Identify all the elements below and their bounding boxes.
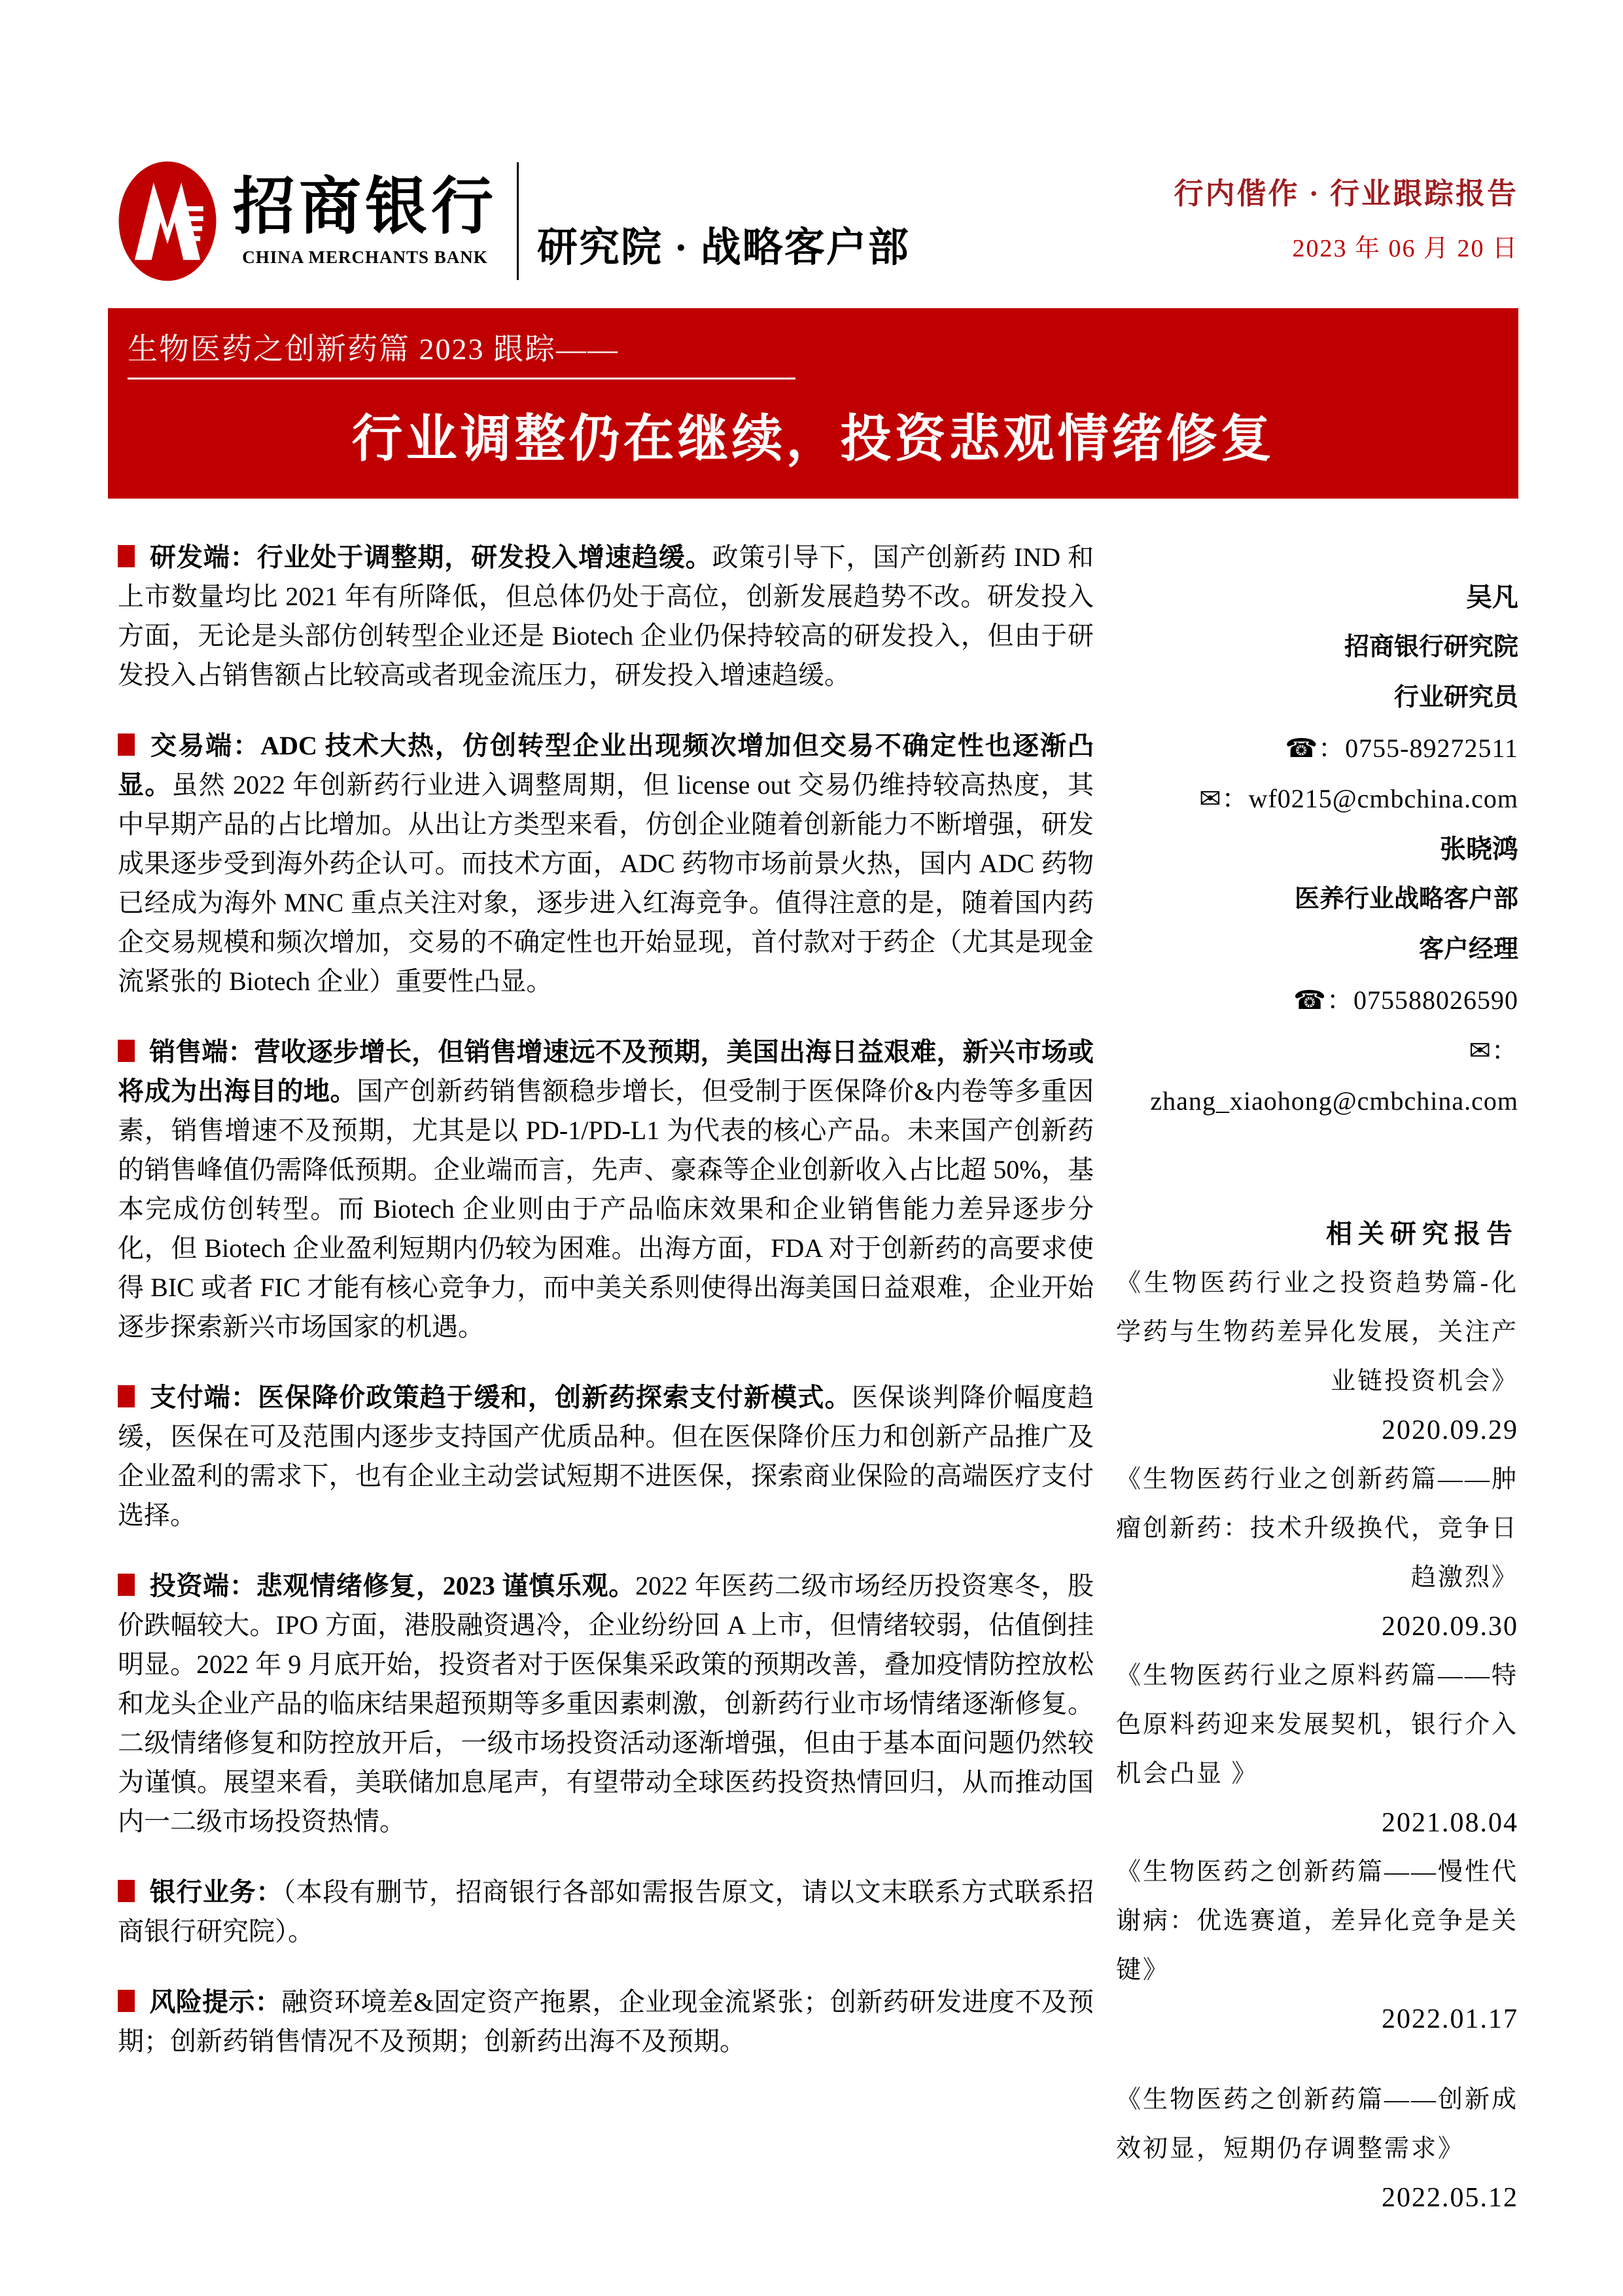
report-item-title: 《生物医药行业之原料药篇——特色原料药迎来发展契机，银行介入机会凸显 》 xyxy=(1116,1662,1519,1788)
paragraph-body: 国产创新药销售额稳步增长，但受制于医保降价&内卷等多重因素，销售增速不及预期，尤其是以 PD-1/PD-L1 为代表的核心产品。未来国产创新药的销售峰值仍需降低预期。企业端而言，先声、豪森等企业创新收入占比超 50%，基本完成仿创转型。而 Biotech 企业则由于产品临床效果和企业销售能力差异逐步分化，但 Biotech 企业盈利短期内仍较为困难。出海方面，FDA 对于创新药的高要求使得 BIC 或者 FIC 才能有核心竞争力，而中美关系则使得出海美国日益艰难，企业开始逐步探索新兴市场国家的机遇。 xyxy=(118,1076,1094,1341)
bank-name-en: CHINA MERCHANTS BANK xyxy=(242,247,488,268)
red-square-bullet xyxy=(118,1385,135,1407)
author-email: wf0215@cmbchina.com xyxy=(1248,784,1518,813)
paragraph-head: 风险提示： xyxy=(149,1987,282,2017)
email-icon: ✉： xyxy=(1469,1036,1518,1065)
paragraph-head: 交易端：ADC 技术大热，仿创转型企业出现频次增加但交易不确定性也逐渐凸显。 xyxy=(118,731,1094,800)
paragraph-body: 医保谈判降价幅度趋缓，医保在可及范围内逐步支持国产优质品种。但在医保降价压力和创新产品推广及企业盈利的需求下，也有企业主动尝试短期不进医保，探索商业保险的高端医疗支付选择。 xyxy=(118,1383,1094,1530)
report-item-date: 2022.01.17 xyxy=(1382,2004,1518,2034)
report-item-date: 2020.09.30 xyxy=(1382,1612,1518,1642)
author-email: zhang_xiaohong@cmbchina.com xyxy=(1150,1086,1518,1116)
email-icon: ✉： xyxy=(1199,784,1249,813)
paragraph-head: 销售端：营收逐步增长，但销售增速远不及预期，美国出海日益艰难，新兴市场或将成为出海目的地。 xyxy=(118,1037,1094,1106)
author-block-2 xyxy=(1116,824,1518,1126)
cmb-logotype xyxy=(233,171,498,268)
phone-icon: ☎： xyxy=(1285,733,1346,763)
author-phone-line xyxy=(1116,723,1518,773)
brand-area xyxy=(118,160,910,282)
report-item-title: 《生物医药行业之投资趋势篇-化学药与生物药差异化发展，关注产业链投资机会》 xyxy=(1116,1269,1519,1395)
paragraph-risks xyxy=(118,1983,1094,2061)
sidebar-column xyxy=(1094,572,1518,2223)
series-subtitle: 生物医药之创新药篇 2023 跟踪—— xyxy=(128,325,795,380)
paragraph-body: 融资环境差&固定资产拖累，企业现金流紧张；创新药研发进度不及预期；创新药销售情况不及预期；创新药出海不及预期。 xyxy=(118,1987,1094,2056)
author-org: 医养行业战略客户部 xyxy=(1294,885,1518,913)
report-item-title: 《生物医药之创新药篇——慢性代谢病：优选赛道，差异化竞争是关键》 xyxy=(1116,1858,1519,1984)
author-phone-line xyxy=(1116,975,1518,1025)
report-title: 行业调整仍在继续，投资悲观情绪修复 xyxy=(351,410,1275,467)
phone-icon: ☎： xyxy=(1293,985,1353,1015)
author-phone: 0755-89272511 xyxy=(1345,733,1518,763)
main-column xyxy=(118,538,1094,2223)
report-item-date: 2021.08.04 xyxy=(1382,1808,1518,1838)
author-name: 吴凡 xyxy=(1466,582,1518,612)
department-title: 研究院 · 战略客户部 xyxy=(537,226,910,270)
paragraph-head: 支付端：医保降价政策趋于缓和，创新药探索支付新模式。 xyxy=(149,1383,852,1412)
paragraph-body: 虽然 2022 年创新药行业进入调整周期，但 license out 交易仍维持较高热度，其中早期产品的占比增加。从出让方类型来看，仿创企业随着创新能力不断增强，研发成果逐步受到海外药企认可。而技术方面，ADC 药物市场前景火热，国内 ADC 药物已经成为海外 MNC 重点关注对象，逐步进入红海竞争。值得注意的是，随着国内药企交易规模和频次增加，交易的不确定性也开始显现，首付款对于药企（尤其是现金流紧张的 Biotech 企业）重要性凸显。 xyxy=(118,770,1094,996)
paragraph-body: 2022 年医药二级市场经历投资寒冬，股价跌幅较大。IPO 方面，港股融资遇冷，企业纷纷回 A 上市，但情绪较弱，估值倒挂明显。2022 年 9 月底开始，投资者对于医保集采政策的预期改善，叠加疫情防控放松和龙头企业产品的临床结果超预期等多重因素刺激，创新药行业市场情绪逐渐修复。二级情绪修复和防控放开后，一级市场投资活动逐渐增强，但由于基本面问题仍然较为谨慎。展望来看，美联储加息尾声，有望带动全球医药投资热情回归，从而推动国内一二级市场投资热情。 xyxy=(118,1571,1094,1836)
report-header xyxy=(118,160,1518,282)
author-role: 行业研究员 xyxy=(1393,684,1518,711)
paragraph-body: （本段有删节，招商银行各部如需报告原文，请以文末联系方式联系招商银行研究院）。 xyxy=(118,1877,1094,1946)
paragraph-head: 投资端：悲观情绪修复，2023 谨慎乐观。 xyxy=(149,1571,636,1600)
related-report-5 xyxy=(1116,2075,1518,2223)
publish-date: 2023 年 06 月 20 日 xyxy=(1292,235,1518,262)
related-report-3 xyxy=(1116,1651,1518,1848)
red-square-bullet xyxy=(118,1040,135,1062)
author-org: 招商银行研究院 xyxy=(1344,633,1518,661)
report-item-date: 2020.09.29 xyxy=(1382,1415,1518,1445)
related-reports-heading: 相关研究报告 xyxy=(1326,1219,1518,1248)
related-report-4 xyxy=(1116,1848,1518,2044)
red-square-bullet xyxy=(118,545,135,567)
report-item-title: 《生物医药行业之创新药篇——肿瘤创新药：技术升级换代，竞争日趋激烈》 xyxy=(1116,1466,1519,1591)
author-block-1 xyxy=(1116,572,1518,824)
title-banner xyxy=(108,308,1518,499)
author-email-line xyxy=(1116,773,1518,824)
content-area xyxy=(118,538,1518,2223)
cmb-logo-icon xyxy=(118,160,217,282)
author-name: 张晓鸿 xyxy=(1440,834,1518,864)
paragraph-head: 研发端：行业处于调整期，研发投入增速趋缓。 xyxy=(149,542,712,572)
paragraph-investment xyxy=(118,1566,1094,1841)
paragraph-rnd xyxy=(118,538,1094,695)
paragraph-deals xyxy=(118,726,1094,1001)
author-email-icon-line xyxy=(1116,1025,1518,1076)
paragraph-body: 政策引导下，国产创新药 IND 和上市数量均比 2021 年有所降低，但总体仍处于高位，创新发展趋势不改。研发投入方面，无论是头部仿创转型企业还是 Biotech 企业仍保持较高的研发投入，但由于研发投入占销售额占比较高或者现金流压力，研发投入增速趋缓。 xyxy=(118,542,1094,690)
red-square-bullet xyxy=(118,733,135,756)
author-role: 客户经理 xyxy=(1418,936,1518,963)
red-square-bullet xyxy=(118,1880,135,1902)
report-type-label: 行内偕作 · 行业跟踪报告 xyxy=(1174,177,1518,210)
related-report-1 xyxy=(1116,1259,1518,1455)
paragraph-sales xyxy=(118,1033,1094,1347)
author-email-line xyxy=(1116,1076,1518,1126)
report-item-title: 《生物医药之创新药篇——创新成效初显，短期仍存调整需求》 xyxy=(1116,2086,1519,2163)
author-phone: 075588026590 xyxy=(1353,985,1518,1015)
paragraph-banking xyxy=(118,1873,1094,1951)
bank-name-cn: 招商银行 xyxy=(233,171,498,241)
red-square-bullet xyxy=(118,1990,135,2012)
red-square-bullet xyxy=(118,1574,135,1596)
report-meta xyxy=(1174,160,1518,264)
related-report-2 xyxy=(1116,1455,1518,1651)
header-divider xyxy=(517,162,519,280)
paragraph-payment xyxy=(118,1378,1094,1535)
report-item-date: 2022.05.12 xyxy=(1382,2183,1518,2213)
paragraph-head: 银行业务： xyxy=(149,1877,283,1907)
